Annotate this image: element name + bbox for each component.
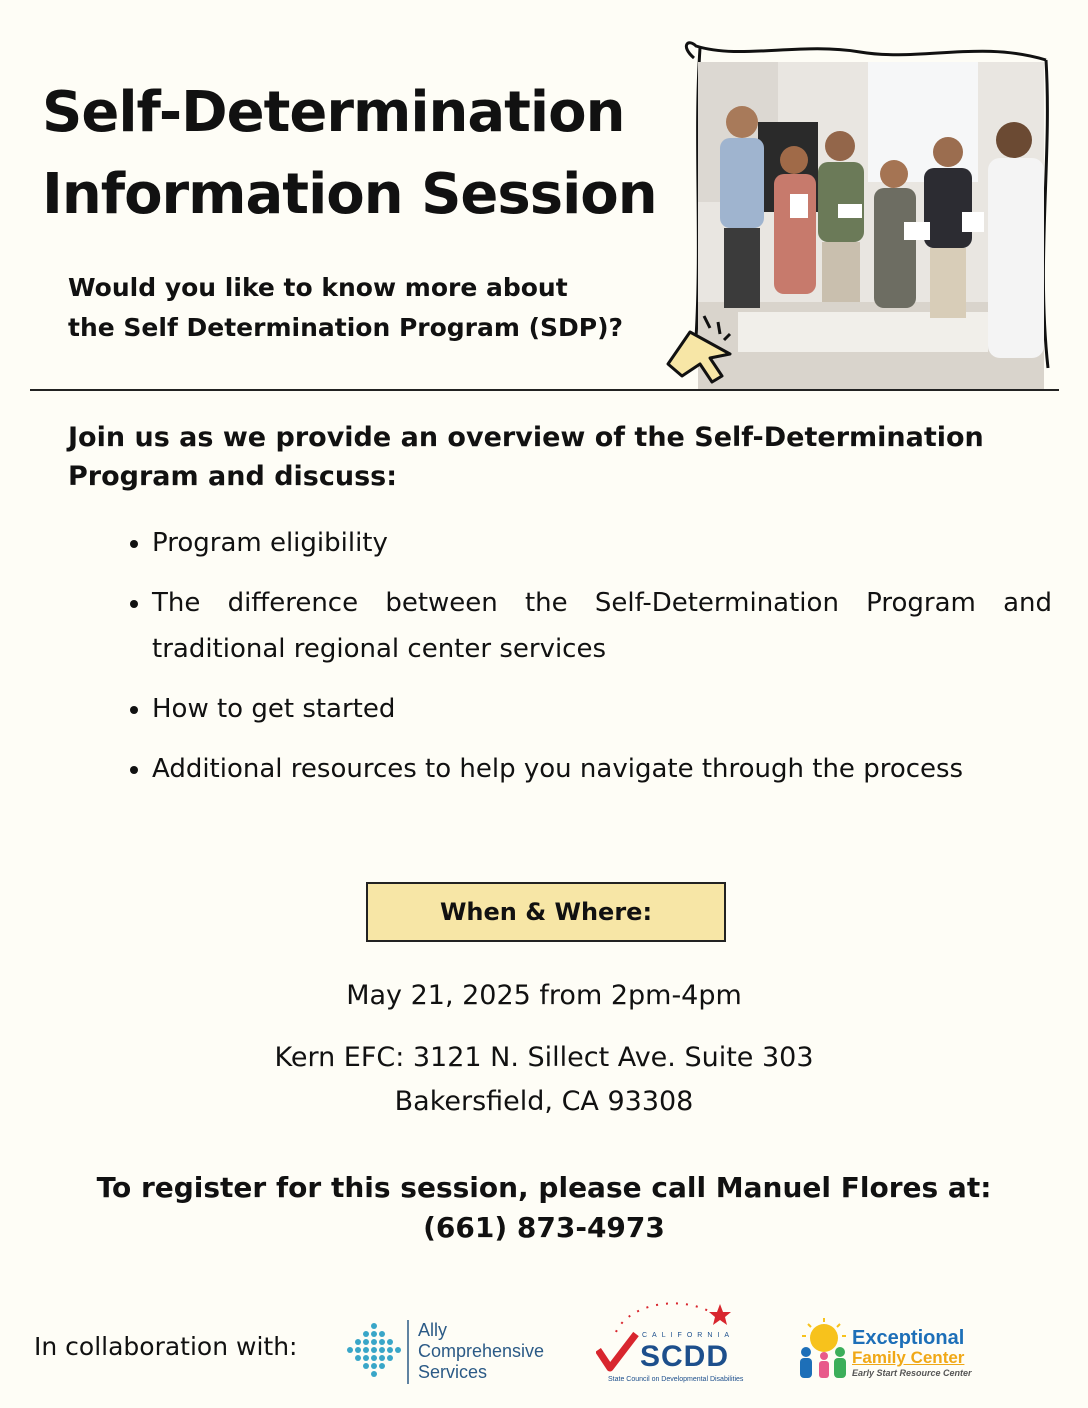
scdd-subtitle: State Council on Developmental Disabilities — [608, 1376, 744, 1383]
discussion-topics — [118, 520, 1052, 806]
collaboration-label: In collaboration with: — [34, 1332, 298, 1361]
efc-name-line-2: Family Center — [852, 1348, 965, 1367]
section-divider — [30, 389, 1059, 391]
scdd-name: SCDD — [640, 1340, 730, 1373]
register-phone: (661) 873-4973 — [423, 1211, 665, 1244]
intro-text: Join us as we provide an overview of the Self-Determination Program and discuss: — [68, 422, 984, 492]
title-line-2: Information Session — [42, 162, 657, 227]
question-line-1: Would you like to know more about — [68, 273, 568, 302]
event-date-time: May 21, 2025 from 2pm-4pm — [346, 980, 742, 1011]
when-where-label: When & Where: — [366, 882, 726, 942]
ally-logo-text: Ally Comprehensive Services — [418, 1320, 545, 1382]
address-line-2: Bakersfield, CA 93308 — [394, 1086, 694, 1117]
list-item: • How to get started — [152, 686, 1052, 732]
list-item: • Additional resources to help you navigate through the process — [152, 746, 1052, 792]
list-item: • Program eligibility — [152, 520, 1052, 566]
cursor-click-icon — [660, 306, 740, 386]
efc-tagline: Early Start Resource Center — [852, 1368, 972, 1378]
sdp-question — [68, 268, 668, 348]
list-item: • The difference between the Self-Determination Program and traditional regional center services — [152, 580, 1052, 672]
meeting-photo — [698, 62, 1044, 390]
title-line-1: Self-Determination — [42, 80, 625, 145]
registration-info — [0, 1168, 1088, 1248]
efc-name-line-1: Exceptional — [852, 1327, 965, 1349]
scdd-state-label: CALIFORNIA — [642, 1332, 735, 1339]
page-title — [42, 72, 682, 236]
efc-family-logo-icon — [796, 1318, 850, 1382]
ally-logo-icon — [340, 1320, 410, 1384]
header-photo — [660, 38, 1060, 388]
register-text: To register for this session, please call Manuel Flores at: — [96, 1171, 992, 1204]
address-line-1: Kern EFC: 3121 N. Sillect Ave. Suite 303 — [274, 1042, 814, 1073]
question-line-2: the Self Determination Program (SDP)? — [68, 313, 624, 342]
